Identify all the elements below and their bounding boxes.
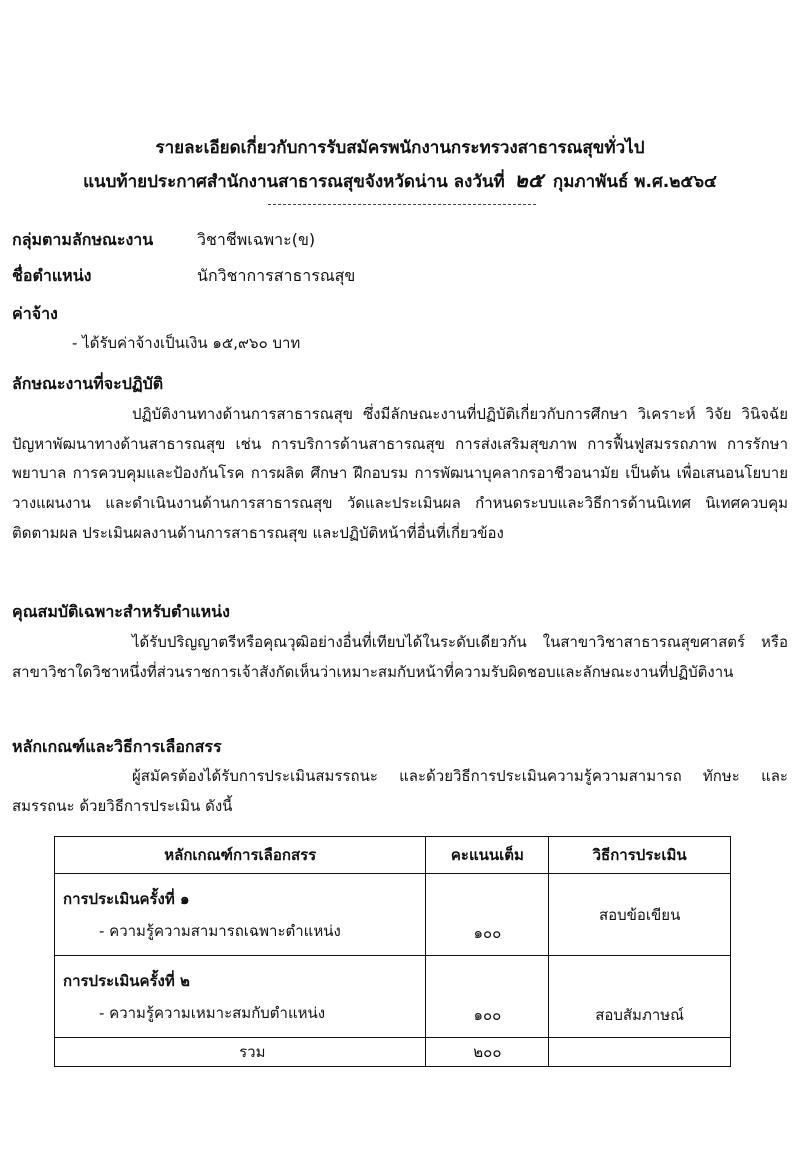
round-2-score: ๑๐๐ [426,956,549,1038]
total-method-empty [549,1038,731,1067]
table-row [55,874,731,956]
round-1-item: - ความรู้ความสามารถเฉพาะตำแหน่ง [99,921,341,940]
selection-paragraph [12,762,788,821]
total-score: ๒๐๐ [426,1038,549,1067]
document-title: รายละเอียดเกี่ยวกับการรับสมัครพนักงานกระทรวงสาธารณสุขทั่วไป [155,138,645,158]
subtitle-date-rest: กุมภาพันธ์ พ.ศ.๒๕๖๔ [552,172,717,192]
round-1-title: การประเมินครั้งที่ ๑ [63,889,190,908]
total-label: รวม [55,1038,426,1067]
table-row [55,956,731,1038]
duties-body: ปฏิบัติงานทางด้านการสาธารณสุข ซึ่งมีลักษณะงานที่ปฏิบัติเกี่ยวกับการศึกษา วิเคราะห์ วิจัย วินิจฉัยปัญหาพัฒนาทางด้านสาธารณสุข เช่น การบริการด้านสาธารณสุข การส่งเสริมสุขภาพ การฟื้นฟูสมรรถภาพ การรักษาพยาบาล การควบคุมและป้องกันโรค การผลิต ศึกษา ฝึกอบรม การพัฒนาบุคลากรอาชีวอนามัย เป็นต้น เพื่อเสนอนโยบาย วางแผนงาน และดำเนินงานด้านการสาธารณสุข วัดและประเมินผล กำหนดระบบและวิธีการด้านนิเทศ นิเทศควบคุมติดตามผล ประเมินผลงานด้านการสาธารณสุข และปฏิบัติหน้าที่อื่นที่เกี่ยวข้อง [12,405,788,542]
selection-criteria-table [54,836,731,1067]
position-value: นักวิชาการสาธารณสุข [197,266,356,285]
selection-body: ผู้สมัครต้องได้รับการประเมินสมรรถนะ และด้วยวิธีการประเมินความรู้ความสามารถ ทักษะ และสมรรถนะ ด้วยวิธีการประเมิน ดังนี้ [12,767,788,815]
round-2-cell [55,956,426,1038]
group-label: กลุ่มตามลักษณะงาน [12,230,154,249]
document-subtitle [0,164,800,196]
handwritten-date-day: ๒๕ [514,168,543,192]
qualifications-heading: คุณสมบัติเฉพาะสำหรับตำแหน่ง [12,602,230,621]
duties-paragraph [12,400,788,549]
round-2-item: - ความรู้ความเหมาะสมกับตำแหน่ง [99,1003,326,1022]
header-criteria: หลักเกณฑ์การเลือกสรร [55,837,426,874]
qualifications-body: ได้รับปริญญาตรีหรือคุณวุฒิอย่างอื่นที่เทียบได้ในระดับเดียวกัน ในสาขาวิชาสาธารณสุขศาสตร์ หรือสาขาวิชาใดวิชาหนึ่งที่ส่วนราชการเจ้าสังกัดเห็นว่าเหมาะสมกับหน้าที่ความรับผิดชอบและลักษณะงานที่ปฏิบัติงาน [12,633,788,681]
round-2-method: สอบสัมภาษณ์ [549,956,731,1038]
header-score: คะแนนเต็ม [426,837,549,874]
table-header-row [55,837,731,874]
wage-detail: - ได้รับค่าจ้างเป็นเงิน ๑๕,๙๖๐ บาท [72,334,301,352]
round-1-method: สอบข้อเขียน [549,874,731,956]
round-2-title: การประเมินครั้งที่ ๒ [63,971,190,990]
qualifications-paragraph [12,628,788,687]
header-method: วิธีการประเมิน [549,837,731,874]
round-1-cell [55,874,426,956]
duties-heading: ลักษณะงานที่จะปฏิบัติ [12,374,164,393]
table-total-row [55,1038,731,1067]
subtitle-prefix: แนบท้ายประกาศสำนักงานสาธารณสุขจังหวัดน่าน ลงวันที่ [83,172,505,192]
title-divider [268,204,536,205]
group-value: วิชาชีพเฉพาะ(ข) [197,230,316,249]
round-1-score: ๑๐๐ [426,874,549,956]
wage-heading: ค่าจ้าง [12,304,58,323]
position-label: ชื่อตำแหน่ง [12,266,92,285]
selection-heading: หลักเกณฑ์และวิธีการเลือกสรร [12,737,222,756]
